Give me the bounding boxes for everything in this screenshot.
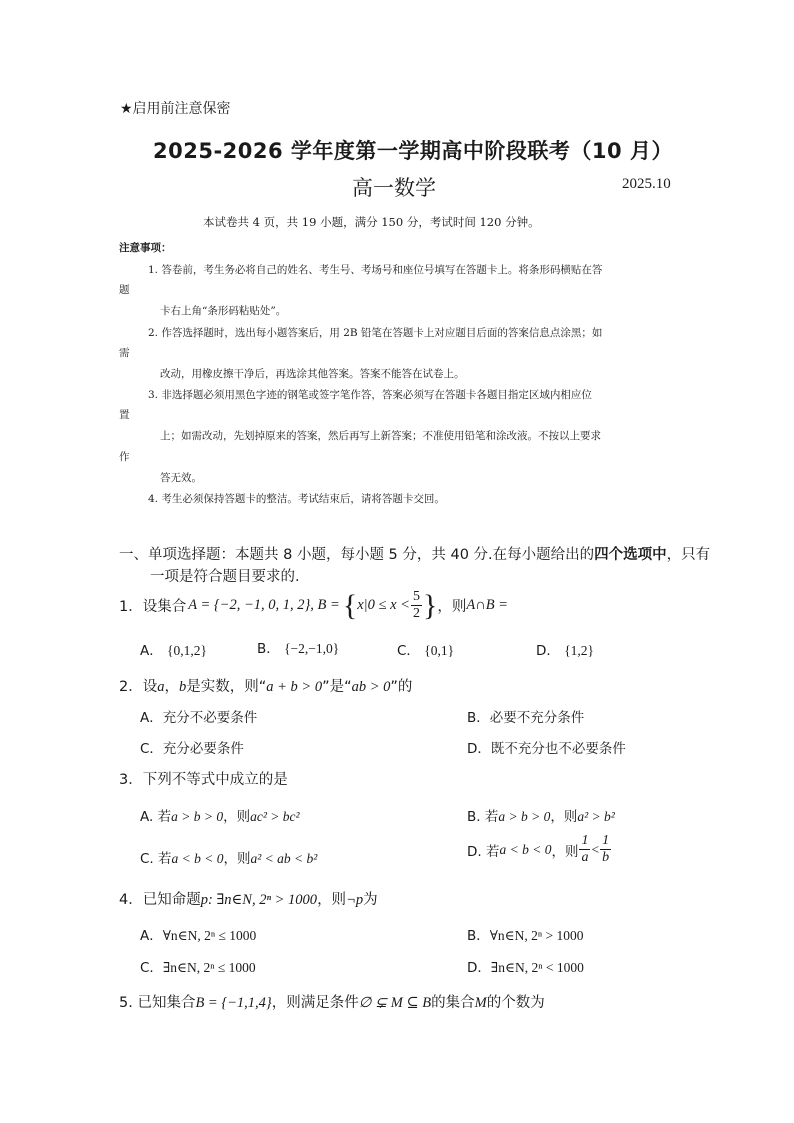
- q3-option-b: B. 若a > b > 0，则a² > b²: [467, 809, 615, 825]
- q3-option-d: D. 若 a < b < 0 ，则 $\frac{1}{a}$ < $\frac{1}{b}$: [467, 833, 610, 865]
- q4-option-b: B．∀n∈N, 2ⁿ > 1000: [467, 928, 584, 944]
- notice-item-1: 1. 答卷前，考生务必将自己的姓名、考生号、考场号和座位号填写在答题卡上。将条形码横贴在答: [148, 264, 603, 276]
- notice-item-3-end: 答无效。: [160, 472, 202, 484]
- notice-item-4: 4. 考生必须保持答题卡的整洁。考试结束后，请将答题卡交回。: [148, 493, 445, 505]
- section-heading-cont: 一项是符合题目要求的.: [150, 569, 300, 585]
- q2-option-c: C．充分必要条件: [140, 741, 244, 757]
- notice-item-3-wrap2: 作: [119, 451, 130, 463]
- notice-heading: 注意事项：: [119, 242, 172, 254]
- q4-option-a: A．∀n∈N, 2ⁿ ≤ 1000: [140, 928, 257, 944]
- notice-item-2: 2. 作答选择题时，选出每小题答案后，用 2B 铅笔在答题卡上对应题目后面的答案信息点涂黑；如: [148, 327, 603, 339]
- question-4: 4．已知命题p: ∃n∈N, 2ⁿ > 1000，则¬p为: [119, 892, 378, 908]
- notice-item-1-wrap: 题: [119, 284, 130, 296]
- q1-option-c: C． {0,1}: [397, 643, 455, 659]
- question-3: 3．下列不等式中成立的是: [119, 772, 288, 788]
- q4-option-c: C．∃n∈N, 2ⁿ ≤ 1000: [140, 960, 256, 976]
- notice-item-2-wrap: 需: [119, 347, 130, 359]
- exam-title: 2025-2026 学年度第一学期高中阶段联考（10 月）: [153, 139, 673, 163]
- q1-option-a: A． {0,1,2}: [140, 643, 208, 659]
- confidential-mark: ★启用前注意保密: [120, 101, 231, 117]
- q2-option-d: D．既不充分也不必要条件: [467, 741, 626, 757]
- q3-option-a: A. 若a > b > 0，则ac² > bc²: [140, 809, 300, 825]
- notice-item-2-cont: 改动，用橡皮擦干净后，再选涂其他答案。答案不能答在试卷上。: [160, 368, 465, 380]
- question-1: 1． 设集合 A = {−2, −1, 0, 1, 2}, B = { x|0 ≤ x < $\frac{5}{2}$ } ，则 A∩B =: [119, 588, 508, 622]
- notice-item-3-cont: 上；如需改动，先划掉原来的答案，然后再写上新答案；不准使用铅笔和涂改液。不按以上要求: [160, 430, 601, 442]
- subject-title: 高一数学: [352, 176, 436, 200]
- q1-option-d: D． {1,2}: [536, 643, 595, 659]
- section-heading: 一、单项选择题：本题共 8 小题，每小题 5 分，共 40 分.在每小题给出的四个选项中，只有: [119, 547, 711, 563]
- q3-option-c: C. 若a < b < 0，则a² < ab < b²: [140, 851, 318, 867]
- exam-date: 2025.10: [622, 176, 671, 192]
- question-5: 5. 已知集合B = {−1,1,4}，则满足条件∅ ⊊ M ⊆ B的集合M的个数为: [119, 995, 545, 1011]
- q2-option-a: A．充分不必要条件: [140, 710, 258, 726]
- question-2: 2．设a，b是实数，则“a + b > 0”是“ab > 0”的: [119, 679, 413, 695]
- notice-item-1-cont: 卡右上角“条形码粘贴处”。: [160, 305, 287, 317]
- q2-option-b: B．必要不充分条件: [467, 710, 585, 726]
- exam-info: 本试卷共 4 页，共 19 小题，满分 150 分，考试时间 120 分钟。: [203, 215, 540, 229]
- q4-option-d: D．∃n∈N, 2ⁿ < 1000: [467, 960, 584, 976]
- notice-item-3: 3. 非选择题必须用黑色字迹的钢笔或签字笔作答，答案必须写在答题卡各题目指定区域内相应位: [148, 389, 592, 401]
- q1-option-b: B． {−2,−1,0}: [257, 641, 340, 657]
- notice-item-3-wrap: 置: [119, 409, 130, 421]
